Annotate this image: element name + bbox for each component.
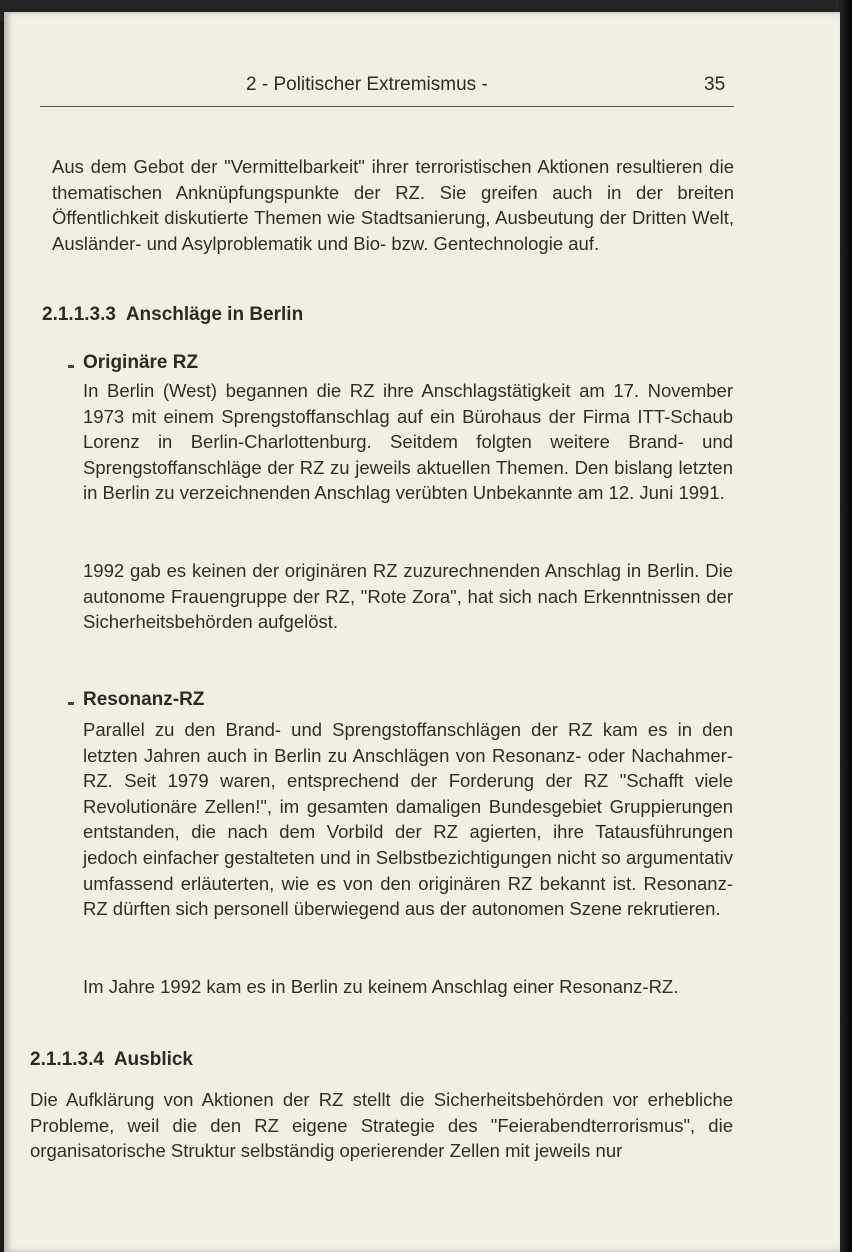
section-number: 2.1.1.3.3 bbox=[42, 304, 116, 325]
section-heading-ausblick bbox=[30, 1049, 193, 1071]
paragraph-ausblick: Die Aufklärung von Aktionen der RZ stellt die Sicherheitsbehörden vor erhebliche Probleme, weil die den RZ eigene Strategie des "Feierabendterrorismus", die organisatorische Struktur selbständig operierender Zellen mit jeweils nur bbox=[30, 1089, 733, 1162]
subheading-resonanz-rz: Resonanz-RZ bbox=[83, 689, 205, 710]
running-header-title: 2 - Politischer Extremismus - bbox=[246, 74, 488, 95]
section-heading-anschlaege bbox=[42, 304, 303, 326]
paragraph-originaere-2: 1992 gab es keinen der originären RZ zuzurechnenden Anschlag in Berlin. Die autonome Frauengruppe der RZ, "Rote Zora", hat sich nach Erkenntnissen der Sicherheitsbehörden aufgelöst. bbox=[83, 560, 733, 633]
section-title: Anschläge in Berlin bbox=[125, 304, 304, 325]
section-number: 2.1.1.3.4 bbox=[30, 1049, 104, 1070]
subheading-originaere-rz: Originäre RZ bbox=[83, 352, 199, 373]
intro-paragraph: Aus dem Gebot der "Vermittelbarkeit" ihrer terroristischen Aktionen resultieren die thematischen Anknüpfungspunkte der RZ. Sie greifen auch in der breiten Öffentlichkeit diskutierte Themen wie Stadtsanierung, Ausbeutung der Dritten Welt, Ausländer- und Asylproblematik und Bio- bzw. Gentechnologie auf. bbox=[52, 156, 734, 254]
section-title: Ausblick bbox=[113, 1049, 194, 1070]
page-number: 35 bbox=[704, 74, 726, 95]
bullet-marker bbox=[68, 702, 74, 705]
paragraph-resonanz-2: Im Jahre 1992 kam es in Berlin zu keinem Anschlag einer Resonanz-RZ. bbox=[83, 976, 679, 997]
paragraph-resonanz-1: Parallel zu den Brand- und Sprengstoffanschlägen der RZ kam es in den letzten Jahren auch in Berlin zu Anschlägen von Resonanz- oder Nachahmer-RZ. Seit 1979 waren, entsprechend der Forderung der RZ "Schafft viele Revolutionäre Zellen!", im gesamten damaligen Bundesgebiet Gruppierungen entstanden, die nach dem Vorbild der RZ agierten, ihre Tatausführungen jedoch einfacher gestalteten und in Selbstbezichtigungen nicht so argumentativ umfassend erläuterten, wie es von den originären RZ bekannt ist. Resonanz-RZ dürften sich personell überwiegend aus der autonomen Szene rekrutieren. bbox=[83, 719, 733, 920]
page-header bbox=[4, 74, 840, 98]
paragraph-originaere-1: In Berlin (West) begannen die RZ ihre Anschlagstätigkeit am 17. November 1973 mit einem Sprengstoffanschlag auf ein Bürohaus der Firma ITT-Schaub Lorenz in Berlin-Charlottenburg. Seitdem folgten weitere Brand- und Sprengstoffanschläge der RZ zu jeweils aktuellen Themen. Den bislang letzten in Berlin zu verzeichnenden Anschlag verübten Unbekannte am 12. Juni 1991. bbox=[83, 380, 733, 504]
document-page bbox=[4, 12, 840, 1252]
header-rule bbox=[40, 106, 734, 107]
bullet-marker bbox=[68, 365, 74, 368]
